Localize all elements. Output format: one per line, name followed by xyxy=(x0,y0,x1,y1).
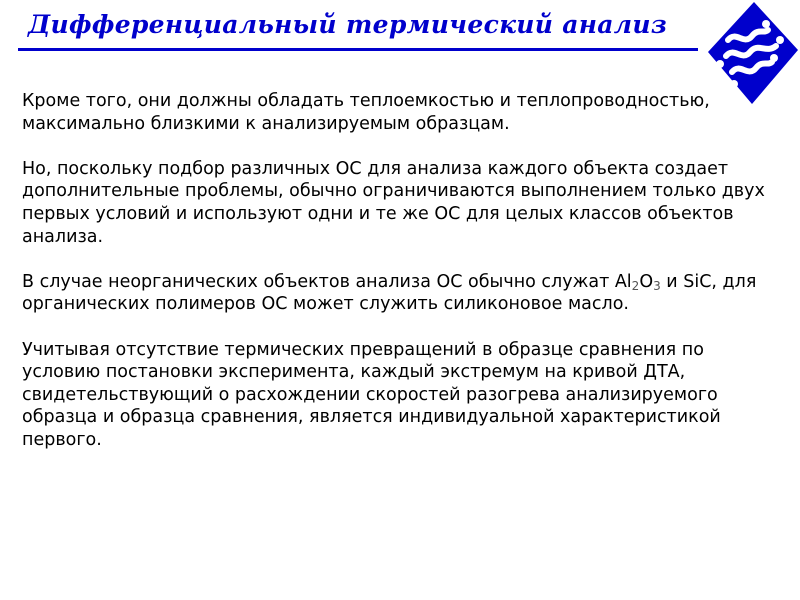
paragraph-2: Но, поскольку подбор различных ОС для анализа каждого объекта создает дополнительные проблемы, обычно ограничиваются выполнением только двух первых условий и используют одни и те же ОС для целых классов объектов анализа. xyxy=(22,158,765,247)
paragraph-3-text-before: В случае неорганических объектов анализа ОС обычно служат xyxy=(22,271,615,292)
slide-title: Дифференциальный термический анализ xyxy=(28,10,668,39)
formula-element-al: Al xyxy=(614,271,632,292)
title-divider xyxy=(18,48,698,51)
formula-element-o: O xyxy=(639,271,654,292)
paragraph-3 xyxy=(22,271,770,316)
formula-subscript-3: 3 xyxy=(653,278,661,293)
alumina-formula xyxy=(615,272,661,292)
paragraph-4: Учитывая отсутствие термических превращений в образце сравнения по условию постановки эксперимента, каждый экстремум на кривой ДТА, свидетельствующий о расхождении скоростей разогрева анализируемого образца и образца сравнения, является индивидуальной характеристикой первого. xyxy=(22,339,721,450)
slide-body xyxy=(22,90,770,452)
paragraph-3-text-after: и SiC, для органических полимеров ОС может служить силиконовое масло. xyxy=(22,271,757,315)
formula-subscript-2: 2 xyxy=(631,278,640,293)
paragraph-1: Кроме того, они должны обладать теплоемкостью и теплопроводностью, максимально близкими к анализируемым образцам. xyxy=(22,91,710,134)
